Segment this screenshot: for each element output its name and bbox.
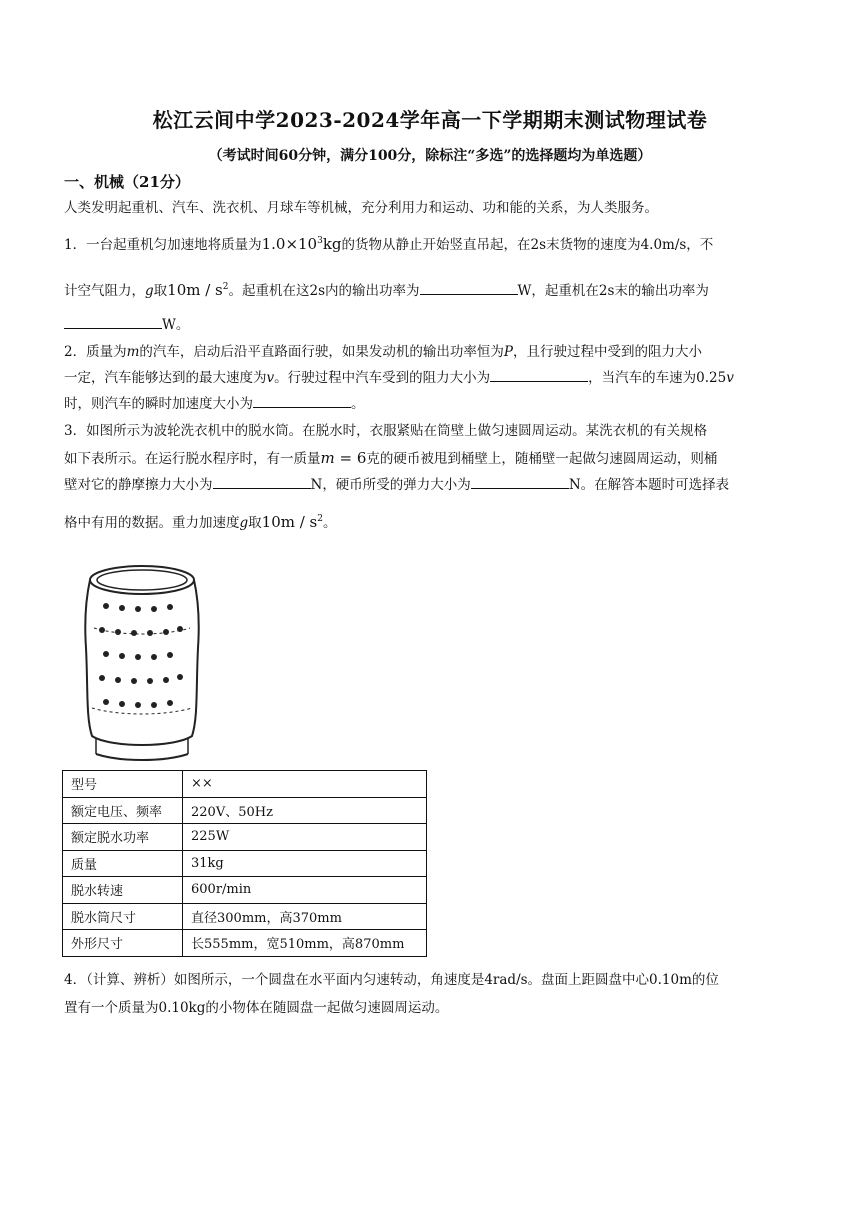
- q1-line-2: 计空气阻力，g取$10m / s^2$。起重机在这2s内的输出功率为 W，起重机在2s末的输出功率为: [64, 281, 709, 299]
- spec-key: 脱水转速: [63, 877, 183, 904]
- g-value: $10m / s^2$: [261, 513, 323, 531]
- q4-line-2: 置有一个质量为0.10kg的小物体在随圆盘一起做匀速圆周运动。: [64, 1000, 449, 1016]
- washing-machine-drum-icon: [80, 558, 204, 762]
- answer-blank[interactable]: [490, 367, 588, 382]
- answer-blank[interactable]: [213, 474, 311, 489]
- section-heading: 一、机械（21分）: [64, 173, 190, 191]
- spec-value: 225W: [183, 824, 427, 851]
- section-intro: 人类发明起重机、汽车、洗衣机、月球车等机械，充分利用力和运动、功和能的关系，为人类服务。: [64, 200, 658, 216]
- q3-line-1: 3．如图所示为波轮洗衣机中的脱水筒。在脱水时，衣服紧贴在筒壁上做匀速圆周运动。某洗衣机的有关规格: [64, 423, 708, 439]
- q3-line-4: 格中有用的数据。重力加速度g取$10m / s^2$。: [64, 513, 337, 531]
- spec-key: 额定电压、频率: [63, 797, 183, 824]
- q2-line-1: 2．质量为m的汽车，启动后沿平直路面行驶，如果发动机的输出功率恒为P，且行驶过程中受到的阻力大小: [64, 344, 702, 360]
- q1-line-3: W。: [64, 313, 794, 338]
- g-value: $10m / s^2$: [167, 281, 229, 299]
- spec-key: 型号: [63, 771, 183, 798]
- table-row: [63, 877, 427, 904]
- answer-blank[interactable]: [253, 393, 351, 408]
- table-row: [63, 824, 427, 851]
- spec-value: 31kg: [183, 850, 427, 877]
- table-row: [63, 930, 427, 957]
- q3-line-2: 如下表所示。在运行脱水程序时，有一质量m = 6克的硬币被甩到桶壁上，随桶壁一起做匀速圆周运动，则桶: [64, 449, 718, 467]
- exam-subtitle: （考试时间60分钟，满分100分，除标注“多选”的选择题均为单选题）: [208, 148, 652, 164]
- q3-line-3: 壁对它的静摩擦力大小为 N，硬币所受的弹力大小为 N。在解答本题时可选择表: [64, 473, 794, 498]
- spec-value: 长555mm，宽510mm，高870mm: [183, 930, 427, 957]
- mass-formula: $1.0\times 10^3kg$: [261, 235, 342, 253]
- spec-key: 外形尺寸: [63, 930, 183, 957]
- exam-title: 松江云间中学2023-2024学年高一下学期期末测试物理试卷: [152, 108, 708, 132]
- table-row: [63, 771, 427, 798]
- spec-value: 600r/min: [183, 877, 427, 904]
- spec-table: [62, 770, 427, 957]
- spec-value: 220V、50Hz: [183, 797, 427, 824]
- spec-key: 质量: [63, 850, 183, 877]
- table-row: [63, 903, 427, 930]
- table-row: [63, 797, 427, 824]
- spec-value: 直径300mm，高370mm: [183, 903, 427, 930]
- table-row: [63, 850, 427, 877]
- q2-line-3: 时，则汽车的瞬时加速度大小为 。: [64, 392, 794, 417]
- spec-key: 额定脱水功率: [63, 824, 183, 851]
- spec-value: ××: [183, 771, 427, 798]
- answer-blank[interactable]: [471, 474, 569, 489]
- answer-blank[interactable]: [64, 314, 162, 329]
- spec-key: 脱水筒尺寸: [63, 903, 183, 930]
- q1-line-1: 1．一台起重机匀加速地将质量为$1.0\times 10^3kg$的货物从静止开始竖直吊起，在2s末货物的速度为4.0m/s，不: [64, 235, 714, 253]
- q2-line-2: 一定，汽车能够达到的最大速度为v。行驶过程中汽车受到的阻力大小为 ，当汽车的车速为0.25v: [64, 366, 794, 391]
- answer-blank[interactable]: [420, 280, 518, 295]
- q4-line-1: 4．（计算、辨析）如图所示，一个圆盘在水平面内匀速转动，角速度是4rad/s。盘面上距圆盘中心0.10m的位: [64, 972, 719, 988]
